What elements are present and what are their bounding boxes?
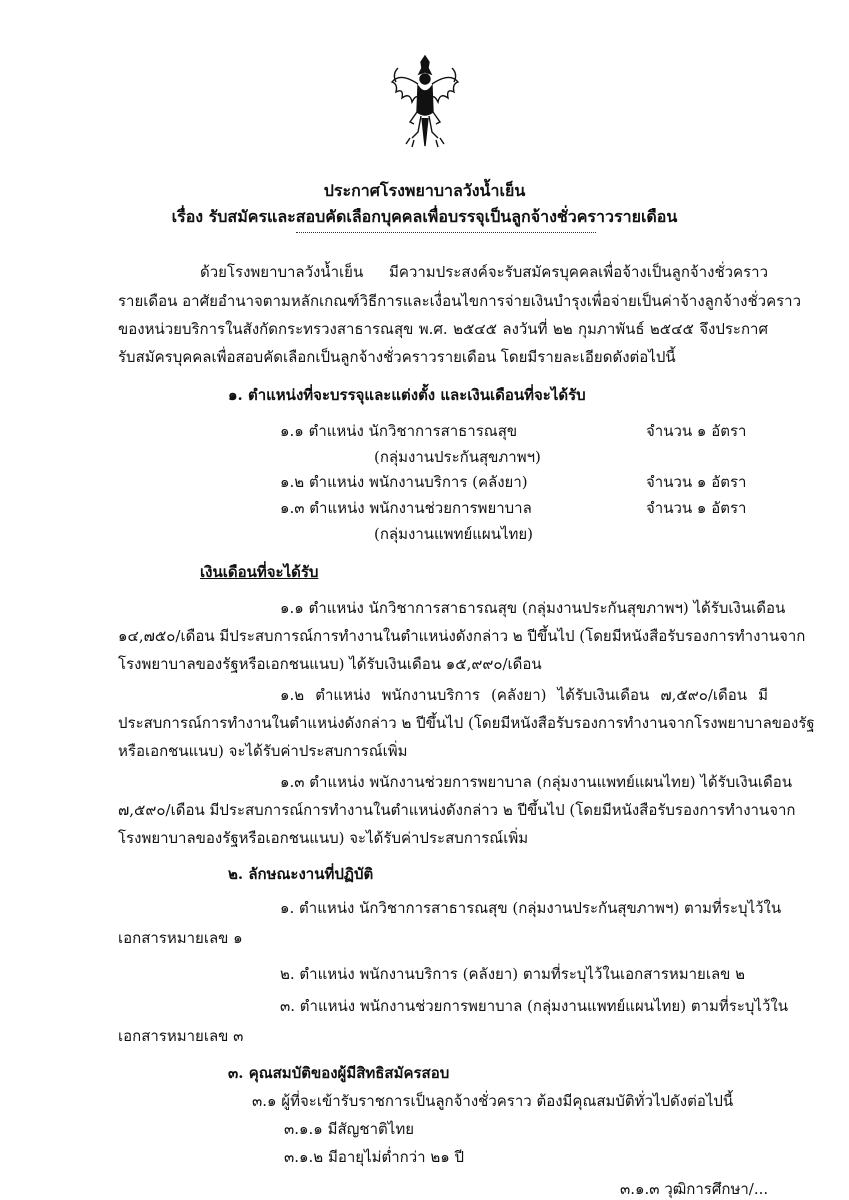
salary-1-line-2: ๑๔,๗๕๐/เดือน มีประสบการณ์การทำงานในตำแหน่งดังกล่าว ๒ ปีขึ้นไป (โดยมีหนังสือรับรองการทำงานจาก [118,627,806,645]
document-title: ประกาศโรงพยาบาลวังน้ำเย็น [323,181,526,200]
salary-2-line-1: ๑.๒ ตำแหน่ง พนักงานบริการ (คลังยา) ได้รับเงินเดือน ๗,๕๙๐/เดือน มี [280,686,768,704]
qualification-3-1-1: ๓.๑.๑ มีสัญชาติไทย [284,1120,414,1138]
section-2-heading: ๒. ลักษณะงานที่ปฏิบัติ [228,865,374,883]
qualification-3-1: ๓.๑ ผู้ที่จะเข้ารับราชการเป็นลูกจ้างชั่วคราว ต้องมีคุณสมบัติทั่วไปดังต่อไปนี้ [252,1092,734,1110]
duty-1-line-1: ๑. ตำแหน่ง นักวิชาการสาธารณสุข (กลุ่มงานประกันสุขภาพฯ) ตามที่ระบุไว้ใน [280,899,782,917]
intro-line-1: ด้วยโรงพยาบาลวังน้ำเย็น มีความประสงค์จะรับสมัครบุคคลเพื่อจ้างเป็นลูกจ้างชั่วคราว [200,263,768,281]
position-3-count: จำนวน ๑ อัตรา [646,499,747,517]
salary-1-line-1: ๑.๑ ตำแหน่ง นักวิชาการสาธารณสุข (กลุ่มงานประกันสุขภาพฯ) ได้รับเงินเดือน [280,599,786,617]
salary-3-line-1: ๑.๓ ตำแหน่ง พนักงานช่วยการพยาบาล (กลุ่มงานแพทย์แผนไทย) ได้รับเงินเดือน [280,773,793,791]
title-divider [296,232,596,233]
document-subject: เรื่อง รับสมัครและสอบคัดเลือกบุคคลเพื่อบรรจุเป็นลูกจ้างชั่วคราวรายเดือน [171,207,678,226]
intro-line-2: รายเดือน อาศัยอำนาจตามหลักเกณฑ์วิธีการและเงื่อนไขการจ่ายเงินบำรุงเพื่อจ่ายเป็นค่าจ้างลูกจ้างชั่วคราว [118,292,802,310]
salary-heading: เงินเดือนที่จะได้รับ [200,563,319,581]
position-1-count: จำนวน ๑ อัตรา [646,422,747,440]
salary-1-line-3: โรงพยาบาลของรัฐหรือเอกชนแนบ) ได้รับเงินเดือน ๑๕,๙๙๐/เดือน [118,655,542,673]
position-3-sub: (กลุ่มงานแพทย์แผนไทย) [374,525,534,543]
salary-2-line-2: ประสบการณ์การทำงานในตำแหน่งดังกล่าว ๒ ปีขึ้นไป (โดยมีหนังสือรับรองการทำงานจากโรงพยาบาลของรัฐ [118,714,815,732]
position-1-sub: (กลุ่มงานประกันสุขภาพฯ) [374,448,541,466]
position-2-count: จำนวน ๑ อัตรา [646,473,747,491]
position-3-line: ๑.๓ ตำแหน่ง พนักงานช่วยการพยาบาล [280,499,532,517]
intro-line-4: รับสมัครบุคคลเพื่อสอบคัดเลือกเป็นลูกจ้างชั่วคราวรายเดือน โดยมีรายละเอียดดังต่อไปนี้ [118,348,676,366]
section-3-heading: ๓. คุณสมบัติของผู้มีสิทธิสมัครสอบ [228,1064,450,1082]
position-2-line: ๑.๒ ตำแหน่ง พนักงานบริการ (คลังยา) [280,473,528,491]
duty-3-line-1: ๓. ตำแหน่ง พนักงานช่วยการพยาบาล (กลุ่มงานแพทย์แผนไทย) ตามที่ระบุไว้ใน [280,997,788,1015]
qualification-3-1-2: ๓.๑.๒ มีอายุไม่ต่ำกว่า ๒๑ ปี [284,1148,465,1166]
salary-3-line-3: โรงพยาบาลของรัฐหรือเอกชนแนบ) จะได้รับค่าประสบการณ์เพิ่ม [118,829,529,847]
position-1-line: ๑.๑ ตำแหน่ง นักวิชาการสาธารณสุข [280,422,518,440]
intro-line-3: ของหน่วยบริการในสังกัดกระทรวงสาธารณสุข พ.ศ. ๒๕๔๕ ลงวันที่ ๒๒ กุมภาพันธ์ ๒๕๔๕ จึงประกาศ [118,320,768,338]
duty-1-line-2: เอกสารหมายเลข ๑ [118,929,243,947]
duty-3-line-2: เอกสารหมายเลข ๓ [118,1027,244,1045]
salary-3-line-2: ๗,๕๙๐/เดือน มีประสบการณ์การทำงานในตำแหน่งดังกล่าว ๒ ปีขึ้นไป (โดยมีหนังสือรับรองการทำงานจาก [118,801,796,819]
duty-2-line: ๒. ตำแหน่ง พนักงานบริการ (คลังยา) ตามที่ระบุไว้ในเอกสารหมายเลข ๒ [280,965,746,983]
section-1-heading: ๑. ตำแหน่งที่จะบรรจุและแต่งตั้ง และเงินเดือนที่จะได้รับ [228,386,586,404]
continued-footer: ๓.๑.๓ วุฒิการศึกษา/... [620,1180,769,1198]
salary-2-line-3: หรือเอกชนแนบ) จะได้รับค่าประสบการณ์เพิ่ม [118,742,408,760]
garuda-emblem-icon [388,52,462,152]
